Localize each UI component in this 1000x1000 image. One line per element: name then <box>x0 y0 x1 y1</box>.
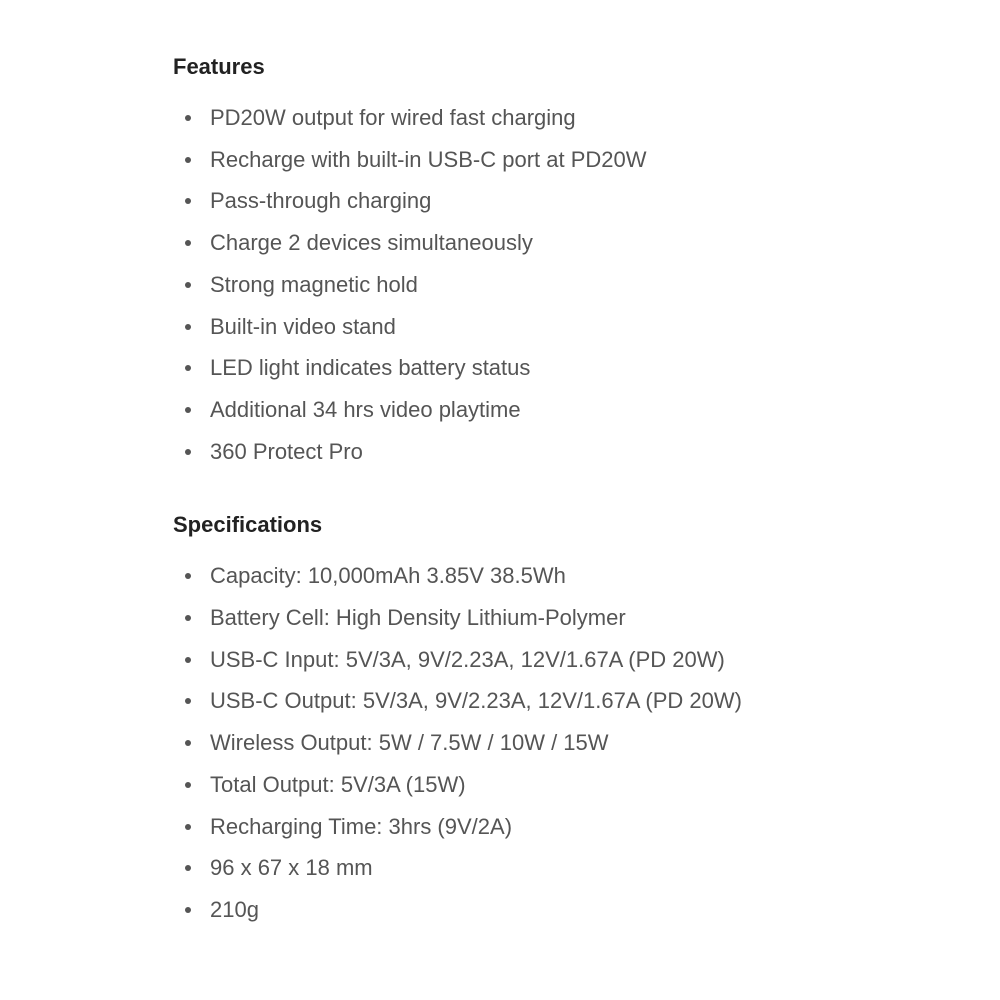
feature-text: Additional 34 hrs video playtime <box>210 396 521 422</box>
list-item <box>173 555 973 597</box>
spec-text: Battery Cell: High Density Lithium-Polymer <box>210 605 626 631</box>
feature-text: Charge 2 devices simultaneously <box>210 230 533 256</box>
spec-text: Capacity: 10,000mAh 3.85V 38.5Wh <box>210 563 566 589</box>
list-item <box>173 389 973 431</box>
bullet-icon <box>185 657 191 663</box>
list-item <box>173 347 973 389</box>
spec-text: Wireless Output: 5W / 7.5W / 10W / 15W <box>210 730 609 756</box>
spec-text: Total Output: 5V/3A (15W) <box>210 771 466 797</box>
spec-text: Recharging Time: 3hrs (9V/2A) <box>210 813 513 839</box>
list-item <box>173 222 973 264</box>
bullet-icon <box>185 865 191 871</box>
bullet-icon <box>185 324 191 330</box>
feature-text: LED light indicates battery status <box>210 355 531 381</box>
bullet-icon <box>185 282 191 288</box>
feature-text: 360 Protect Pro <box>210 438 363 464</box>
bullet-icon <box>185 365 191 371</box>
features-list <box>173 97 973 472</box>
list-item <box>173 847 973 889</box>
feature-text: Strong magnetic hold <box>210 271 418 297</box>
list-item <box>173 639 973 681</box>
list-item <box>173 97 973 139</box>
spec-text: 210g <box>210 896 259 922</box>
feature-text: Built-in video stand <box>210 313 396 339</box>
list-item <box>173 764 973 806</box>
product-details <box>173 52 973 931</box>
list-item <box>173 806 973 848</box>
list-item <box>173 139 973 181</box>
list-item <box>173 889 973 931</box>
spec-text: USB-C Input: 5V/3A, 9V/2.23A, 12V/1.67A (PD 20W) <box>210 646 725 672</box>
list-item <box>173 431 973 473</box>
bullet-icon <box>185 782 191 788</box>
feature-text: Pass-through charging <box>210 188 432 214</box>
bullet-icon <box>185 698 191 704</box>
bullet-icon <box>185 824 191 830</box>
bullet-icon <box>185 615 191 621</box>
spec-text: 96 x 67 x 18 mm <box>210 855 373 881</box>
bullet-icon <box>185 198 191 204</box>
list-item <box>173 180 973 222</box>
features-heading: Features <box>173 54 265 79</box>
list-item <box>173 597 973 639</box>
specifications-heading: Specifications <box>173 512 323 538</box>
list-item <box>173 306 973 348</box>
specifications-list <box>173 555 973 930</box>
bullet-icon <box>185 115 191 121</box>
list-item <box>173 680 973 722</box>
feature-text: PD20W output for wired fast charging <box>210 105 576 130</box>
bullet-icon <box>185 907 191 913</box>
bullet-icon <box>185 157 191 163</box>
bullet-icon <box>185 740 191 746</box>
bullet-icon <box>185 240 191 246</box>
bullet-icon <box>185 449 191 455</box>
feature-text: Recharge with built-in USB-C port at PD20W <box>210 146 647 172</box>
bullet-icon <box>185 573 191 579</box>
bullet-icon <box>185 407 191 413</box>
spec-text: USB-C Output: 5V/3A, 9V/2.23A, 12V/1.67A (PD 20W) <box>210 688 742 714</box>
list-item <box>173 264 973 306</box>
list-item <box>173 722 973 764</box>
